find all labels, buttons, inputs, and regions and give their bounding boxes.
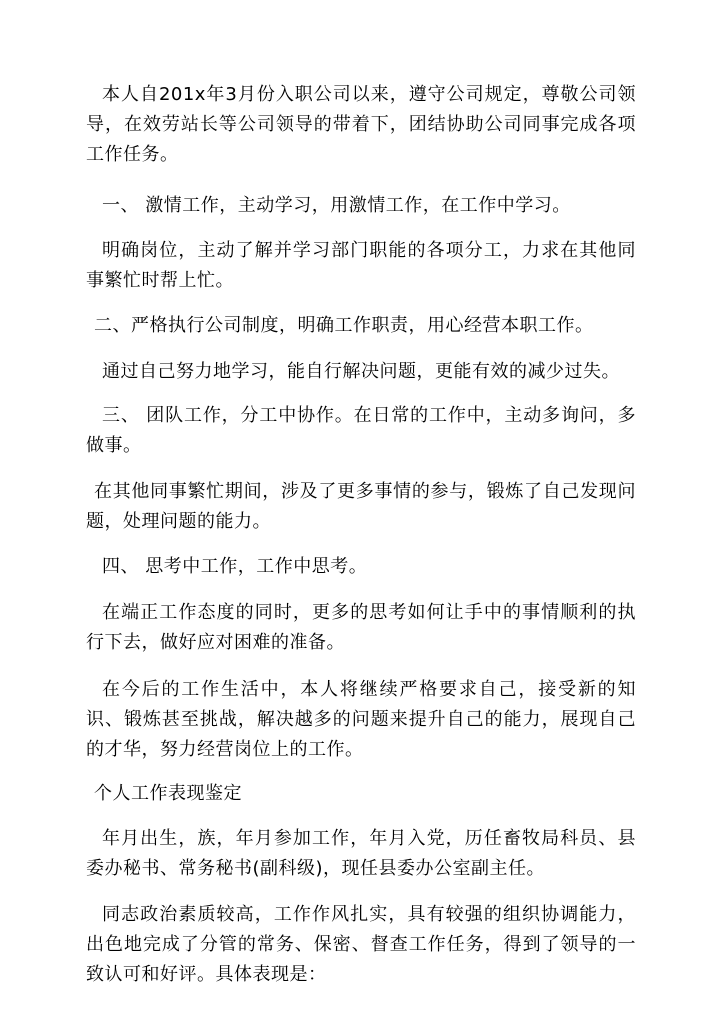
heading-section-4: 四、 思考中工作，工作中思考。 [102, 556, 368, 577]
heading-section-3: 三、 团队工作，分工中协作。在日常的工作中，主动多询问，多做事。 [86, 405, 636, 456]
paragraph-personal-history: 年月出生，族，年月参加工作，年月入党，历任畜牧局科员、县委办秘书、常务秘书(副科级)，现任县委办公室副主任。 [86, 828, 636, 879]
paragraph-intro: 本人自201x年3月份入职公司以来，遵守公司规定，尊敬公司领导，在效劳站长等公司领导的带着下，团结协助公司同事完成各项工作任务。 [86, 84, 636, 165]
paragraph-section-4-body: 在端正工作态度的同时，更多的思考如何让手中的事情顺利的执行下去，做好应对困难的准备。 [86, 602, 636, 653]
paragraph-evaluation: 同志政治素质较高，工作作风扎实，具有较强的组织协调能力，出色地完成了分管的常务、保密、督查工作任务，得到了领导的一致认可和好评。具体表现是： [86, 904, 636, 985]
paragraph-section-2-body: 通过自己努力地学习，能自行解决问题，更能有效的减少过失。 [102, 361, 620, 382]
heading-performance-review: 个人工作表现鉴定 [94, 783, 242, 804]
paragraph-conclusion: 在今后的工作生活中，本人将继续严格要求自己，接受新的知识、锻炼甚至挑战，解决越多的问题来提升自己的能力，展现自己的才华，努力经营岗位上的工作。 [86, 679, 636, 760]
heading-section-1: 一、 激情工作，主动学习，用激情工作，在工作中学习。 [102, 195, 571, 216]
document-body [86, 80, 636, 1005]
paragraph-section-1-body: 明确岗位，主动了解并学习部门职能的各项分工，力求在其他同事繁忙时帮上忙。 [86, 240, 636, 291]
paragraph-section-3-body: 在其他同事繁忙期间，涉及了更多事情的参与，锻炼了自己发现问题，处理问题的能力。 [86, 481, 636, 532]
heading-section-2: 二、严格执行公司制度，明确工作职责，用心经营本职工作。 [94, 315, 594, 336]
